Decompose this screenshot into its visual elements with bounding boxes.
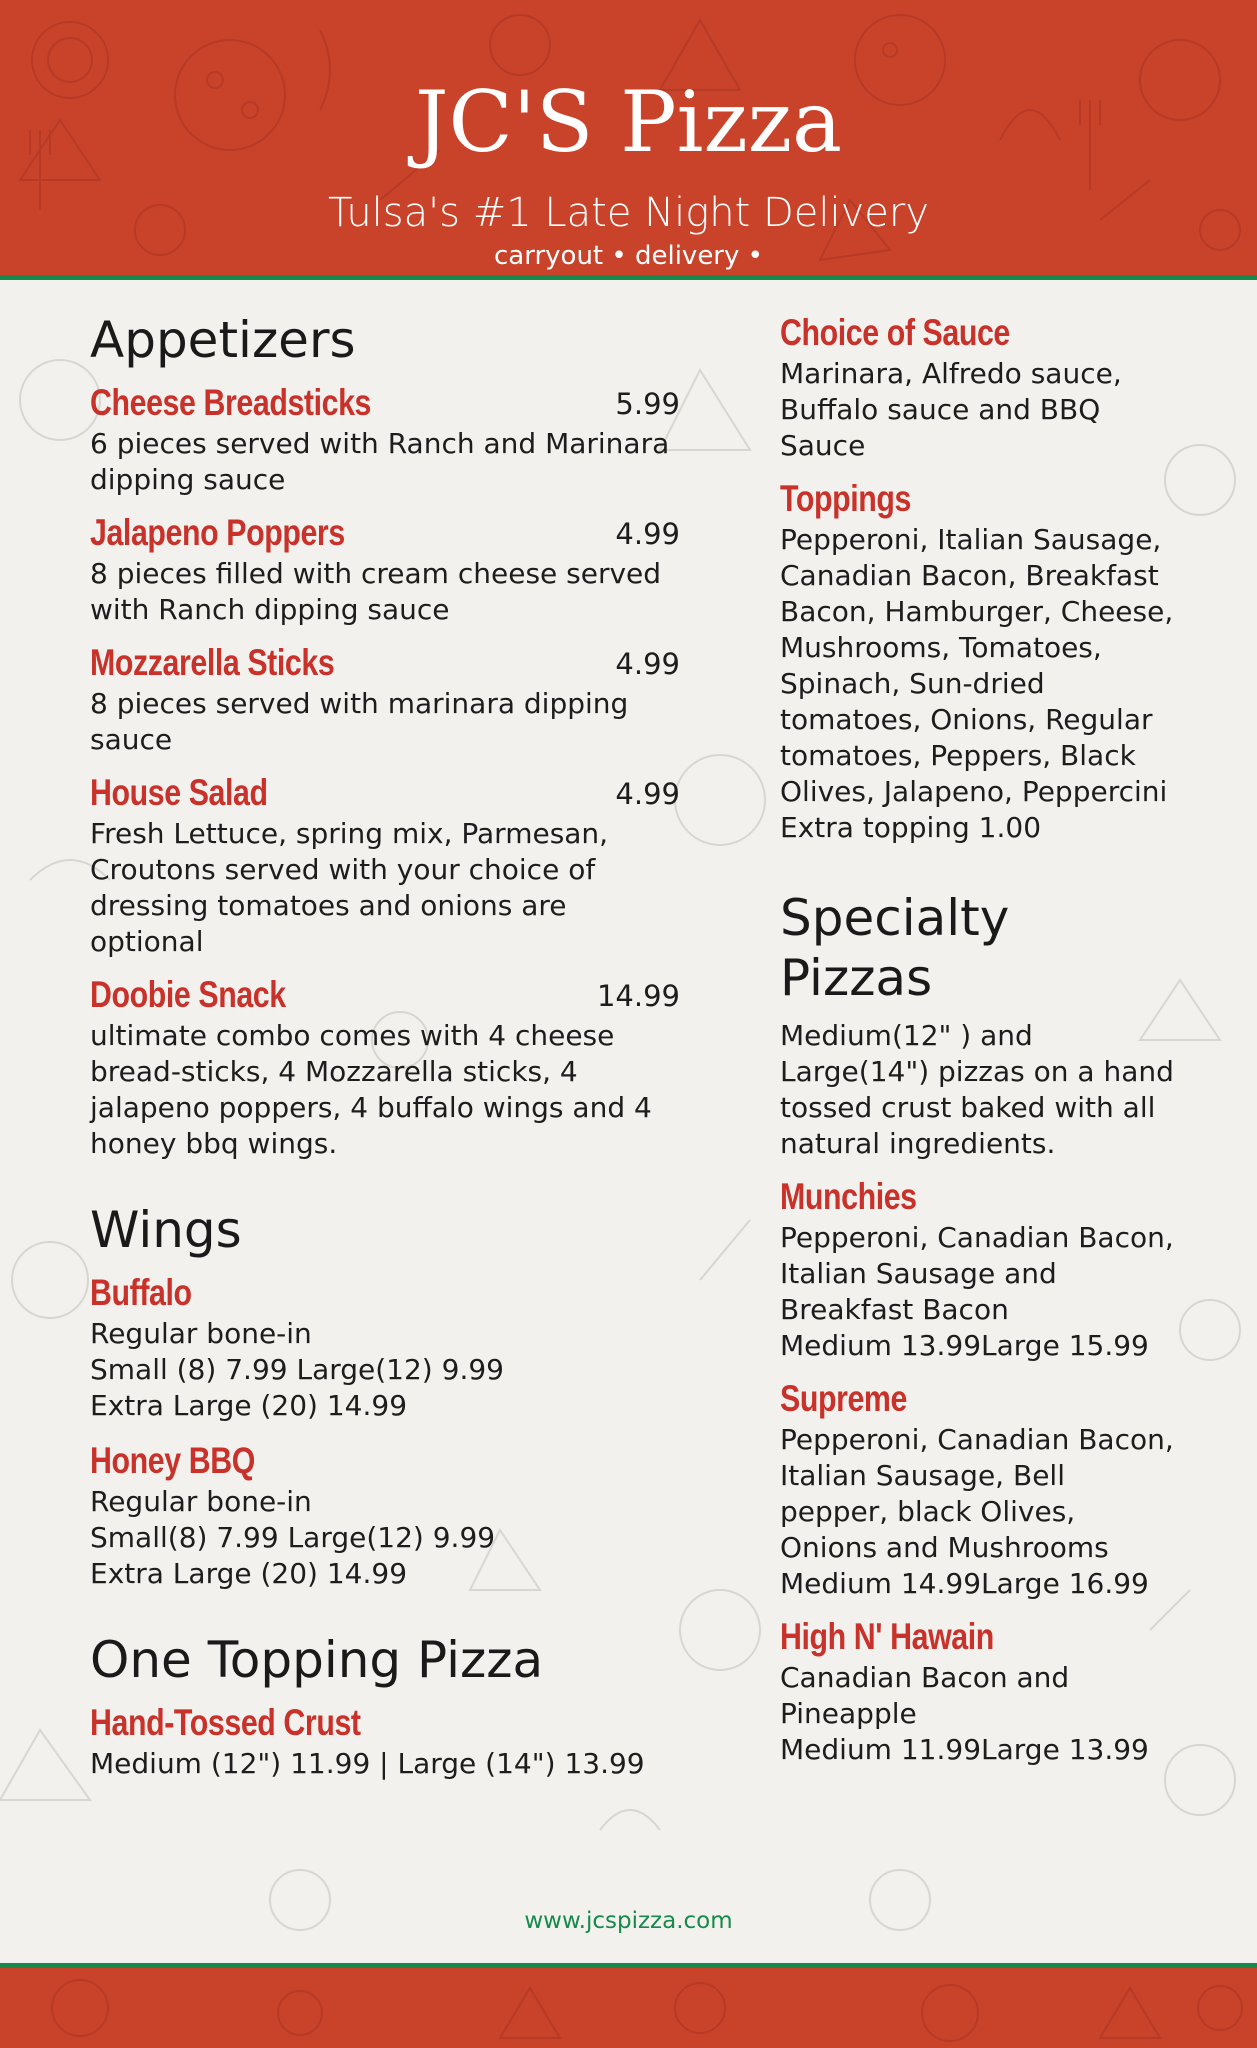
section-heading-specialty [780, 888, 1180, 1008]
right-column [780, 310, 1180, 1768]
menu-item [90, 1438, 680, 1592]
price-line [780, 1328, 1180, 1364]
item-line: Small (8) 7.99 Large(12) 9.99 [90, 1353, 504, 1386]
large-price: Large 16.99 [981, 1567, 1149, 1600]
item-name: Hand-Tossed Crust [90, 1702, 361, 1743]
menu-item [90, 770, 680, 960]
menu-item [780, 1174, 1180, 1364]
heading-line: Pizzas [780, 949, 933, 1007]
item-name: Toppings [780, 478, 911, 519]
item-line: Regular bone-in [90, 1485, 312, 1518]
item-price: 4.99 [615, 777, 680, 811]
item-name: High N' Hawain [780, 1616, 994, 1657]
price-line [780, 1566, 1180, 1602]
heading-line: Specialty [780, 889, 1010, 947]
item-description: ultimate combo comes with 4 cheese bread-sticks, 4 Mozzarella sticks, 4 jalapeno poppers, 4 buffalo wings and 4 honey bbq wings. [90, 1019, 652, 1160]
menu-item [780, 1376, 1180, 1602]
menu-item [90, 972, 680, 1162]
item-description: Pepperoni, Italian Sausage, Canadian Bacon, Breakfast Bacon, Hamburger, Cheese, Mushrooms, Tomatoes, Spinach, Sun-dried tomatoes, Onions, Regular tomatoes, Peppers, Black Olives, Jalapeno, Peppercini [780, 523, 1174, 808]
item-price: 5.99 [615, 387, 680, 421]
item-line: Extra Large (20) 14.99 [90, 1389, 408, 1422]
medium-price: Medium 14.99 [780, 1567, 982, 1600]
doodle-pattern [0, 1968, 1257, 2048]
item-name: Choice of Sauce [780, 312, 1010, 353]
item-name: Munchies [780, 1176, 917, 1217]
menu-item [780, 1614, 1180, 1768]
restaurant-title: JC'S Pizza [414, 73, 843, 171]
item-price: 4.99 [615, 647, 680, 681]
menu-item [90, 1270, 680, 1424]
menu-item [90, 640, 680, 758]
item-name: Cheese Breadsticks [90, 382, 372, 423]
left-column [90, 310, 680, 1782]
menu-item [90, 510, 680, 628]
item-description: Pepperoni, Canadian Bacon, Italian Sausage, Bell pepper, black Olives, Onions and Mushrooms [780, 1423, 1174, 1564]
item-price: 4.99 [615, 517, 680, 551]
menu-item [780, 476, 1180, 846]
item-description: 8 pieces served with marinara dipping sauce [90, 687, 629, 756]
item-name: Mozzarella Sticks [90, 642, 335, 683]
item-line: Regular bone-in [90, 1317, 312, 1350]
large-price: Large 15.99 [981, 1329, 1149, 1362]
item-description: Pepperoni, Canadian Bacon, Italian Sausage and Breakfast Bacon [780, 1221, 1174, 1326]
item-line: Small(8) 7.99 Large(12) 9.99 [90, 1521, 496, 1554]
specialty-intro: Medium(12" ) and Large(14") pizzas on a hand tossed crust baked with all natural ingredients. [780, 1019, 1174, 1160]
item-name: Honey BBQ [90, 1440, 255, 1481]
item-description: Canadian Bacon and Pineapple [780, 1661, 1070, 1730]
item-line: Medium (12") 11.99 | Large (14") 13.99 [90, 1747, 645, 1780]
large-price: Large 13.99 [981, 1733, 1149, 1766]
menu-item [90, 1700, 680, 1782]
item-description: 8 pieces filled with cream cheese served with Ranch dipping sauce [90, 557, 662, 626]
section-heading-appetizers: Appetizers [90, 311, 356, 369]
medium-price: Medium 11.99 [780, 1733, 982, 1766]
website-link[interactable]: www.jcspizza.com [524, 1908, 733, 1934]
menu-item [780, 310, 1180, 464]
item-price: 14.99 [596, 979, 680, 1013]
price-line [780, 1732, 1180, 1768]
footer-banner [0, 1968, 1257, 2048]
item-line: Extra Large (20) 14.99 [90, 1557, 408, 1590]
item-name: House Salad [90, 772, 268, 813]
item-name: Supreme [780, 1378, 907, 1419]
section-heading-wings: Wings [90, 1201, 242, 1259]
service-tagline: carryout • delivery • [494, 241, 763, 271]
item-name: Doobie Snack [90, 974, 286, 1015]
medium-price: Medium 13.99 [780, 1329, 982, 1362]
item-name: Jalapeno Poppers [90, 512, 345, 553]
section-heading-one-topping: One Topping Pizza [90, 1631, 544, 1689]
item-description: Fresh Lettuce, spring mix, Parmesan, Croutons served with your choice of dressing tomatoes and onions are optional [90, 817, 609, 958]
item-description: 6 pieces served with Ranch and Marinara dipping sauce [90, 427, 670, 496]
menu-item [90, 380, 680, 498]
item-description: Marinara, Alfredo sauce, Buffalo sauce and BBQ Sauce [780, 357, 1122, 462]
item-line: Extra topping 1.00 [780, 811, 1042, 844]
restaurant-subtitle: Tulsa's #1 Late Night Delivery [327, 190, 930, 236]
header-banner [0, 0, 1257, 275]
item-name: Buffalo [90, 1272, 192, 1313]
